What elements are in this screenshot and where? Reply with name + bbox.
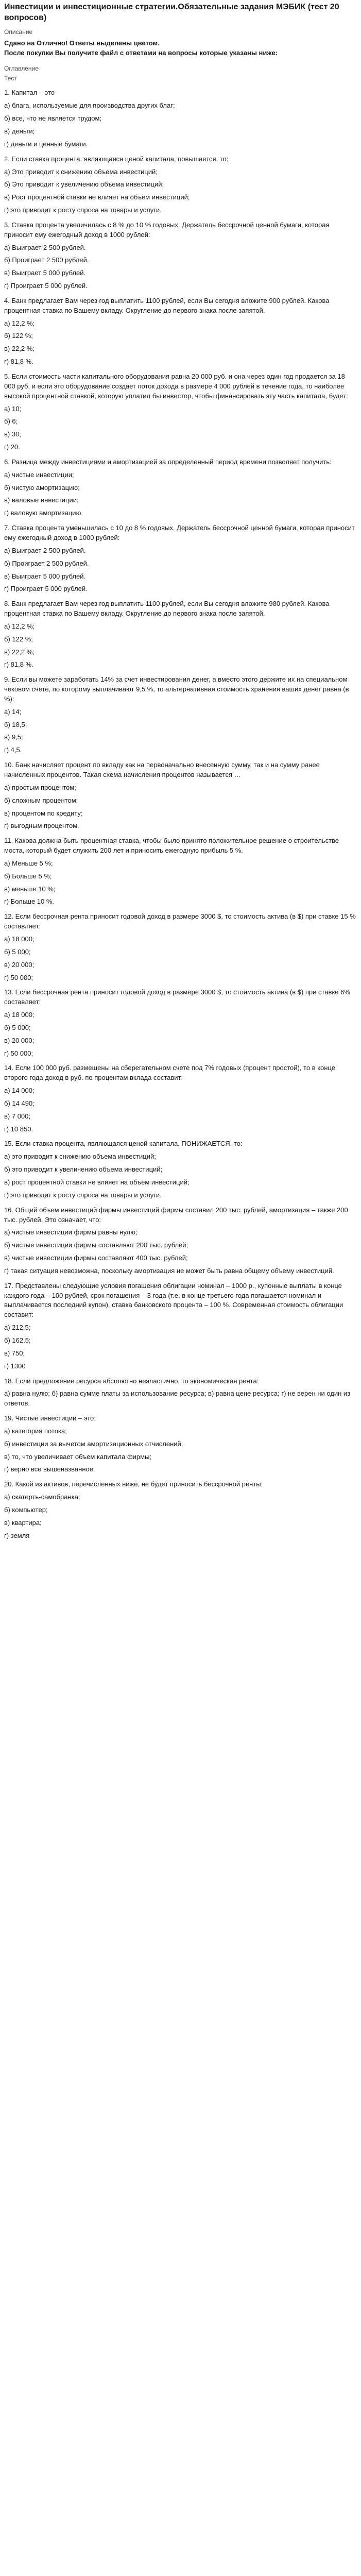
- answer-option: а) чистые инвестиции;: [4, 470, 74, 479]
- answer-option: г) 50 000;: [4, 973, 33, 981]
- question-block: [4, 155, 357, 215]
- description-label: Описание: [4, 28, 33, 36]
- answer-option: г) верно все вышеназванное.: [4, 1465, 95, 1473]
- answer-option: г) 20.: [4, 443, 20, 451]
- question-text: 16. Общий объем инвестиций фирмы инвестиций фирмы составил 200 тыс. рублей, амортизация – также 200 тыс. рублей. Это означает, что:: [4, 1206, 348, 1224]
- answer-option: а) Выиграет 2 500 рублей.: [4, 243, 86, 251]
- question-text: 1. Капитал – это: [4, 89, 55, 97]
- question-text: 11. Какова должна быть процентная ставка, чтобы было принято положительное решение о строительстве моста, который будет служить 200 лет и приносить ежегодную прибыль 5 %.: [4, 837, 339, 855]
- answer-option: б) 18,5;: [4, 720, 27, 728]
- question-text: 2. Если ставка процента, являющаяся ценой капитала, повышается, то:: [4, 155, 229, 163]
- answer-option: г) такая ситуация невозможна, поскольку амортизация не может быть равна общему объему инвестиций.: [4, 1266, 334, 1275]
- question-text: 17. Представлены следующие условия погашения облигации номинал – 1000 р., купонные выплаты в конце каждого года – 100 рублей, срок погашения – 3 года (т.е. в конце третьего года погашается номинал и выплачивается последний купон), ставка банковского процента – 100 %. Современная стоимость облигации составит:: [4, 1281, 343, 1319]
- test-label: Тест: [4, 75, 17, 82]
- answer-option: г) Больше 10 %.: [4, 897, 55, 906]
- answer-option: в) 22,2 %;: [4, 648, 35, 656]
- answer-option: в) деньги;: [4, 127, 35, 135]
- answer-option: г) валовую амортизацию.: [4, 509, 83, 517]
- question-block: [4, 760, 357, 831]
- question-text: 6. Разница между инвестициями и амортизацией за определенный период времени позволяет получить:: [4, 457, 332, 466]
- question-text: 5. Если стоимость части капитального оборудования равна 20 000 руб. и она через один год продается за 18 000 руб. и если это оборудование создает поток дохода в размере 4 000 рублей в течение года, то наиболее высокой процентной ставкой, которую уплатил бы инвестор, чтобы финансировать эту часть капитала, будет:: [4, 372, 348, 400]
- answer-option: г) 50 000;: [4, 1049, 33, 1057]
- answer-option: в) процентом по кредиту;: [4, 809, 83, 817]
- answer-option: а) это приводит к снижению объема инвестиций;: [4, 1153, 156, 1161]
- answer-option: в) 30;: [4, 430, 21, 438]
- notice-line-2: После покупки Вы получите файл с ответами на вопросы которые указаны ниже:: [4, 48, 278, 57]
- answer-option: а) равна нулю; б) равна сумме платы за использование ресурса; в) равна цене ресурса; г) не верен ни один из ответов.: [4, 1389, 351, 1408]
- question-block: [4, 1480, 357, 1540]
- answer-option: в) чистые инвестиции фирмы составляют 400 тыс. рублей;: [4, 1254, 188, 1262]
- question-text: 13. Если бессрочная рента приносит годовой доход в размере 3000 $, то стоимость актива (в $) при ставке 6% составляет:: [4, 988, 350, 1006]
- answer-option: б) Проиграет 2 500 рублей.: [4, 559, 89, 567]
- answer-option: в) 7 000;: [4, 1112, 30, 1120]
- question-block: [4, 836, 357, 907]
- answer-option: в) Выиграет 5 000 рублей.: [4, 572, 86, 580]
- answer-option: б) сложным процентом;: [4, 796, 78, 804]
- question-block: [4, 88, 357, 149]
- answer-option: г) деньги и ценные бумаги.: [4, 140, 88, 148]
- question-block: [4, 988, 357, 1058]
- question-block: [4, 457, 357, 518]
- answer-option: а) 212,5;: [4, 1324, 31, 1332]
- answer-option: г) 81,8 %.: [4, 660, 33, 669]
- answer-option: а) категория потока;: [4, 1427, 67, 1435]
- answer-option: в) 750;: [4, 1349, 25, 1357]
- answer-option: г) Проиграет 5 000 рублей.: [4, 585, 88, 593]
- answer-option: г) 81,8 %.: [4, 358, 33, 366]
- notice: [4, 39, 357, 58]
- answer-option: б) чистую амортизацию;: [4, 483, 80, 492]
- question-text: 20. Какой из активов, перечисленных ниже, не будет приносить бессрочной ренты:: [4, 1480, 263, 1488]
- answer-option: б) инвестиции за вычетом амортизационных отчислений;: [4, 1439, 183, 1448]
- question-block: [4, 675, 357, 755]
- question-text: 7. Ставка процента уменьшилась с 10 до 8 % годовых. Держатель бессрочной ценной бумаги, которая приносит ему ежегодный доход в 1000 рублей:: [4, 524, 355, 541]
- answer-option: б) 162,5;: [4, 1336, 31, 1344]
- answer-option: б) Это приводит к увеличению объема инвестиций;: [4, 180, 164, 189]
- question-block: [4, 1414, 357, 1475]
- answer-option: г) выгодным процентом.: [4, 822, 79, 830]
- question-text: 12. Если бессрочная рента приносит годовой доход в размере 3000 $, то стоимость актива (в $) при ставке 15 % составляет:: [4, 912, 356, 930]
- answer-option: б) 14 490;: [4, 1099, 35, 1107]
- answer-option: а) 12,2 %;: [4, 622, 35, 630]
- answer-option: б) 5 000;: [4, 1023, 31, 1031]
- answer-option: б) все, что не является трудом;: [4, 114, 102, 123]
- answer-option: б) 122 %;: [4, 332, 33, 340]
- question-block: [4, 1377, 357, 1409]
- answer-option: а) чистые инвестиции фирмы равны нулю;: [4, 1228, 137, 1236]
- answer-option: а) Выиграет 2 500 рублей.: [4, 546, 86, 554]
- question-block: [4, 599, 357, 670]
- answer-option: в) меньше 10 %;: [4, 885, 56, 893]
- answer-option: г) Проиграет 5 000 рублей.: [4, 282, 88, 290]
- question-block: [4, 1063, 357, 1134]
- answer-option: г) это приводит к росту спроса на товары и услуги.: [4, 1191, 162, 1199]
- toc-label: Оглавление: [4, 64, 39, 72]
- answer-option: б) это приводит к увеличению объема инвестиций;: [4, 1165, 163, 1174]
- question-text: 10. Банк начисляет процент по вкладу как на первоначально внесенную сумму, так и на сумму ранее начисленных процентов. Такая схема начисления процентов называется …: [4, 761, 320, 779]
- answer-option: в) квартира;: [4, 1518, 42, 1527]
- answer-option: г) 10 850.: [4, 1125, 33, 1133]
- answer-option: а) блага, используемые для производства других благ;: [4, 101, 175, 110]
- answer-option: б) чистые инвестиции фирмы составляют 200 тыс. рублей;: [4, 1241, 188, 1249]
- answer-option: в) валовые инвестиции;: [4, 496, 79, 504]
- answer-option: г) 4,5.: [4, 746, 22, 754]
- answer-option: б) 6;: [4, 417, 18, 426]
- question-block: [4, 1206, 357, 1276]
- question-block: [4, 523, 357, 594]
- answer-option: а) 14 000;: [4, 1087, 35, 1095]
- answer-option: в) 20 000;: [4, 960, 35, 969]
- question-block: [4, 1139, 357, 1200]
- answer-option: в) то, что увеличивает объем капитала фирмы;: [4, 1452, 152, 1461]
- question-block: [4, 1281, 357, 1371]
- answer-option: г) 1300: [4, 1362, 26, 1370]
- answer-option: г) земля: [4, 1531, 30, 1539]
- answer-option: а) 18 000;: [4, 1011, 35, 1019]
- question-text: 8. Банк предлагает Вам через год выплатить 1100 рублей, если Вы сегодня вложите 980 рублей. Какова процентная ставка по Вашему вкладу. Округление до первого знака после запятой.: [4, 600, 330, 618]
- answer-option: в) Рост процентной ставки не влияет на объем инвестиций;: [4, 193, 190, 201]
- answer-option: а) 10;: [4, 404, 22, 413]
- answer-option: а) 18 000;: [4, 935, 35, 943]
- question-text: 19. Чистые инвестиции – это:: [4, 1414, 96, 1422]
- question-list: [4, 88, 357, 1540]
- answer-option: б) Больше 5 %;: [4, 872, 52, 880]
- question-block: [4, 221, 357, 291]
- answer-option: а) Меньше 5 %;: [4, 859, 53, 867]
- answer-option: в) Выиграет 5 000 рублей.: [4, 269, 86, 277]
- answer-option: б) Проиграет 2 500 рублей.: [4, 256, 89, 264]
- answer-option: в) рост процентной ставки не влияет на объем инвестиций;: [4, 1178, 190, 1187]
- answer-option: в) 22,2 %;: [4, 345, 35, 353]
- question-text: 14. Если 100 000 руб. размещены на сберегательном счете под 7% годовых (процент простой), то в конце второго года доход в руб. по процентам вклада составит:: [4, 1064, 335, 1082]
- answer-option: в) 9,5;: [4, 733, 23, 741]
- answer-option: а) скатерть-самобранка;: [4, 1493, 80, 1501]
- answer-option: а) простым процентом;: [4, 783, 76, 791]
- answer-option: г) это приводит к росту спроса на товары и услуги.: [4, 206, 162, 214]
- page-title: Инвестиции и инвестиционные стратегии.Обязательные задания МЭБИК (тест 20 вопросов): [4, 3, 339, 22]
- answer-option: а) Это приводит к снижению объема инвестиций;: [4, 167, 158, 176]
- answer-option: а) 14;: [4, 707, 22, 716]
- question-text: 3. Ставка процента увеличилась с 8 % до 10 % годовых. Держатель бессрочной ценной бумаги, которая приносит ему ежегодный доход в 1000 рублей:: [4, 221, 330, 239]
- question-text: 18. Если предложение ресурса абсолютно неэластично, то экономическая рента:: [4, 1377, 259, 1385]
- answer-option: в) 20 000;: [4, 1036, 35, 1044]
- answer-option: а) 12,2 %;: [4, 319, 35, 327]
- answer-option: б) компьютер;: [4, 1505, 48, 1514]
- question-block: [4, 296, 357, 367]
- question-text: 9. Если вы можете заработать 14% за счет инвестирования денег, а вместо этого держите их на специальном чековом счете, по которому выплачивают 9,5 %, то альтернативная стоимость хранения ваших денег равна (в %):: [4, 675, 349, 703]
- answer-option: б) 5 000;: [4, 947, 31, 956]
- question-block: [4, 372, 357, 452]
- question-text: 4. Банк предлагает Вам через год выплатить 1100 рублей, если Вы сегодня вложите 900 рублей. Какова процентная ставка по Вашему вкладу. Округление до первого знака после запятой.: [4, 296, 330, 314]
- answer-option: б) 122 %;: [4, 635, 33, 643]
- question-text: 15. Если ставка процента, являющаяся ценой капитала, ПОНИЖАЕТСЯ, то:: [4, 1140, 243, 1148]
- notice-line-1: Сдано на Отлично! Ответы выделены цветом.: [4, 39, 160, 47]
- question-block: [4, 912, 357, 982]
